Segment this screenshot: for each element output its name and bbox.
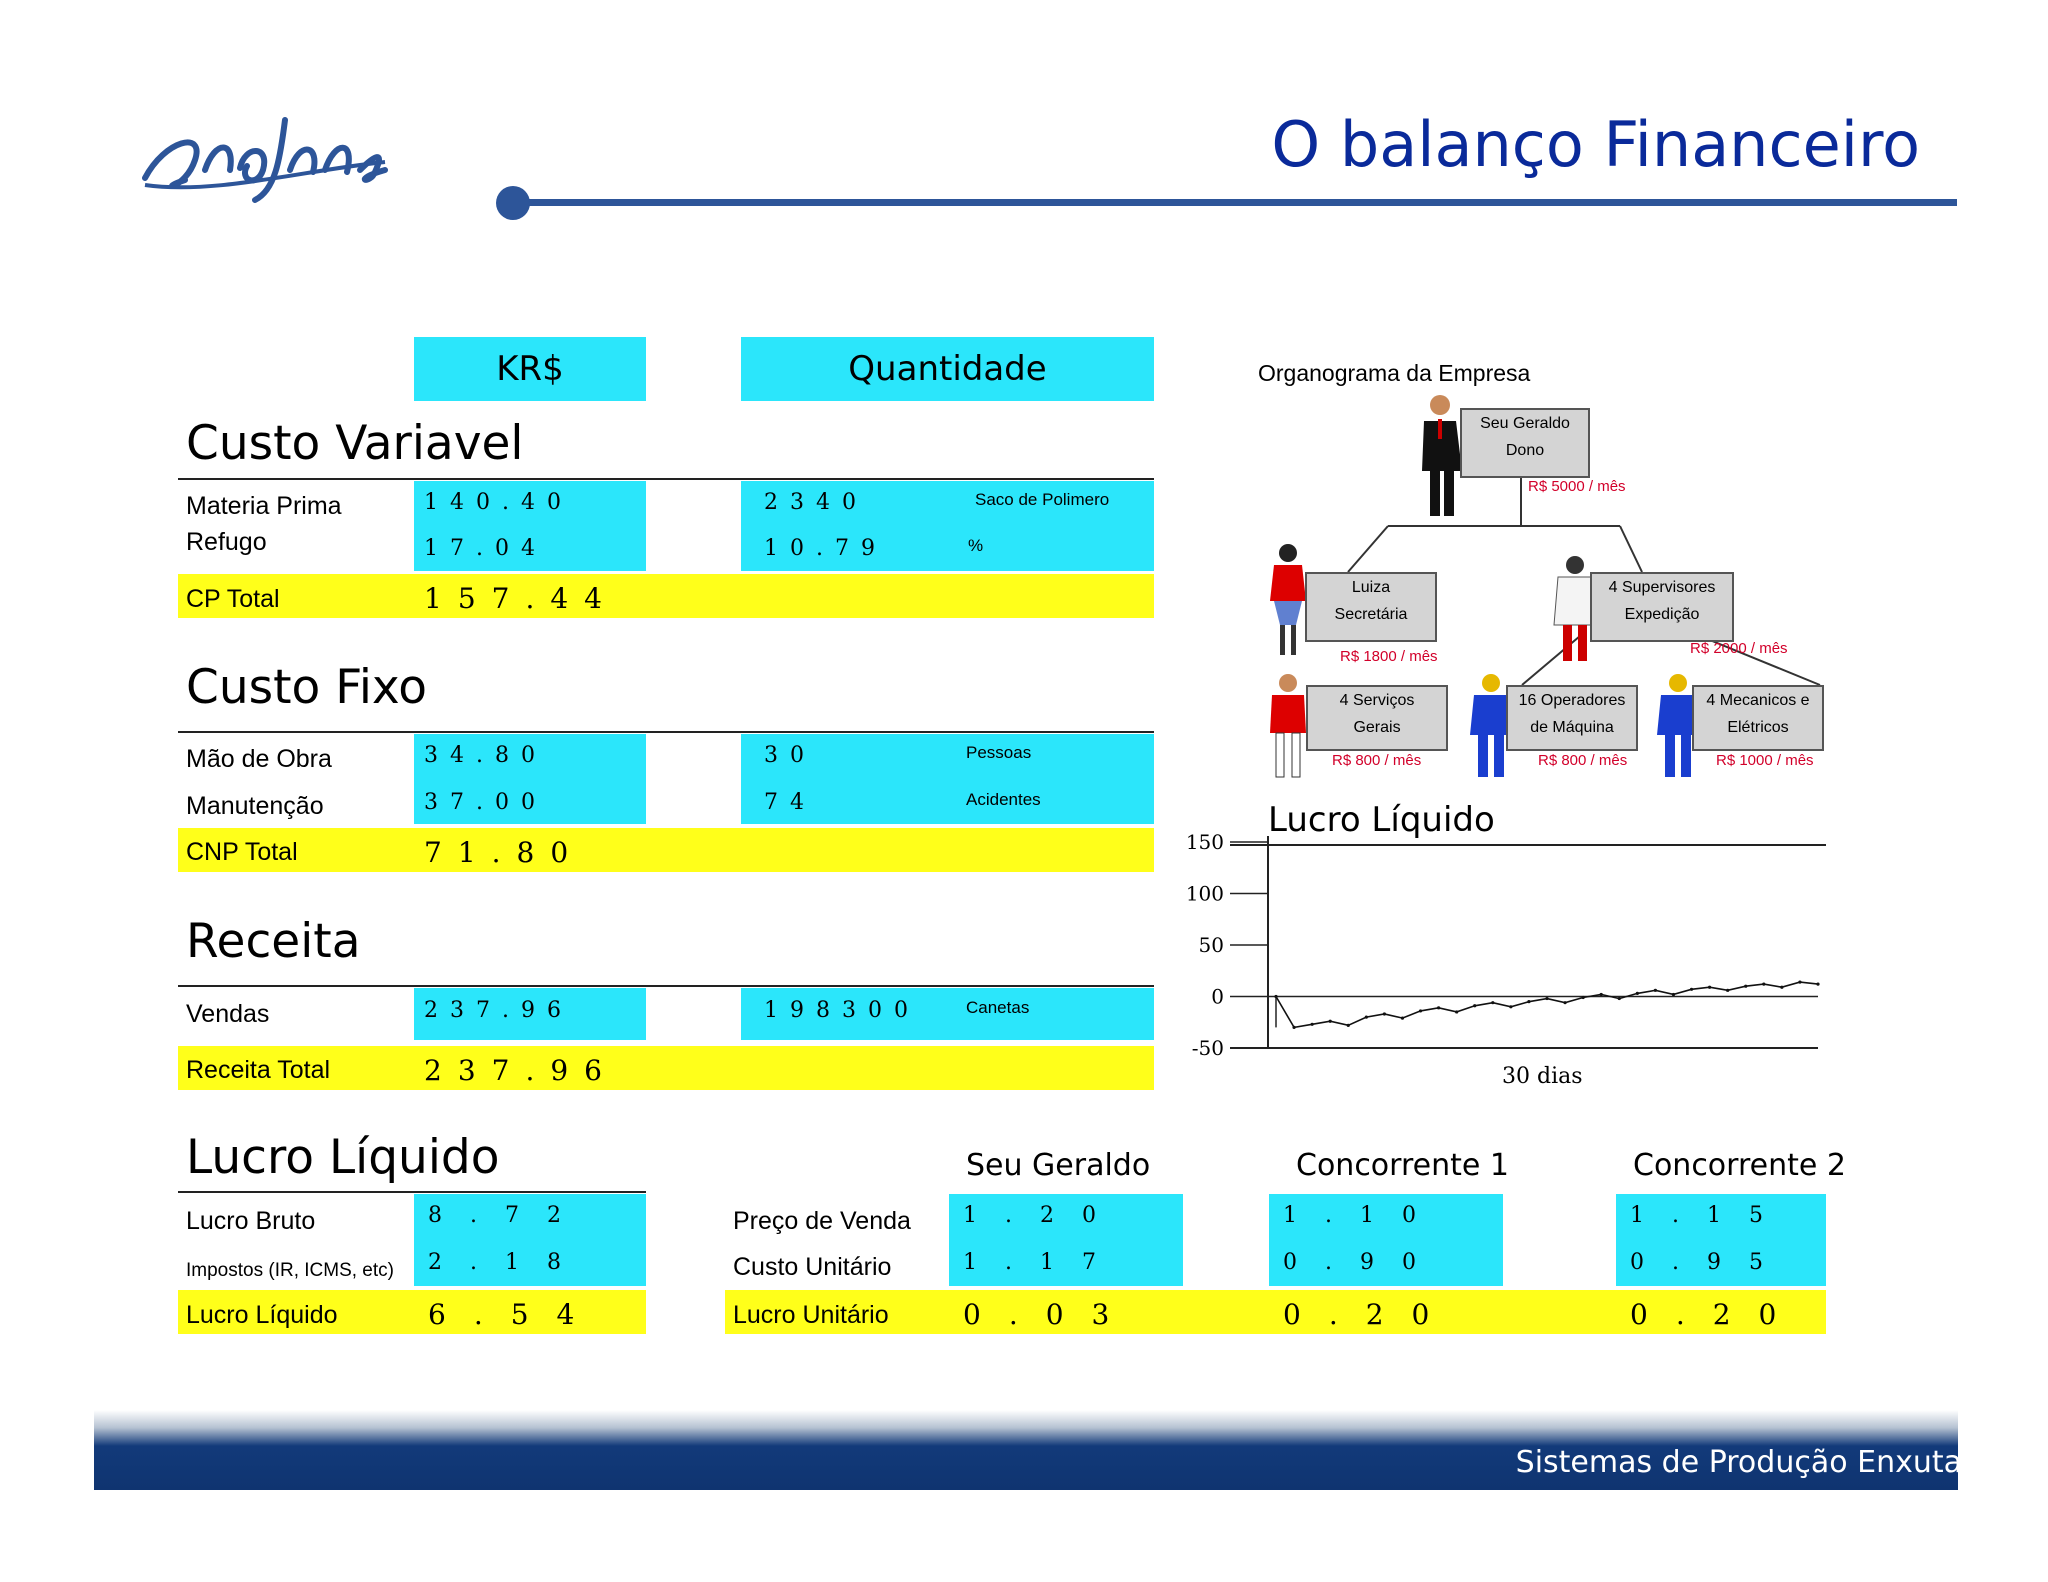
qty-manutencao: 74 bbox=[764, 790, 816, 815]
section-divider bbox=[178, 478, 1154, 480]
section-heading-custo-fixo: Custo Fixo bbox=[186, 660, 428, 715]
column-header-quantidade: Quantidade bbox=[741, 337, 1154, 401]
data-point bbox=[1690, 988, 1693, 991]
title-rule bbox=[515, 199, 1957, 206]
unit-mao-de-obra: Pessoas bbox=[966, 743, 1032, 762]
total-value-receita: 237.96 bbox=[424, 1054, 618, 1087]
total-value-lucro: 6.54 bbox=[428, 1298, 603, 1331]
unit-vendas: Canetas bbox=[966, 998, 1030, 1017]
preco-venda-concorrente-2: 1.15 bbox=[1630, 1203, 1791, 1228]
qty-materia-prima: 2340 bbox=[764, 490, 868, 515]
qty-refugo: 10.79 bbox=[764, 536, 887, 561]
y-tick-label: -50 bbox=[1191, 1036, 1224, 1060]
org-chart-title: Organograma da Empresa bbox=[1258, 360, 1531, 386]
data-point bbox=[1347, 1024, 1350, 1027]
row-label-preco-venda: Preço de Venda bbox=[733, 1207, 911, 1235]
lucro-unitario-concorrente-1: 0.20 bbox=[1283, 1298, 1458, 1331]
column-header-krs: KR$ bbox=[414, 337, 646, 401]
unit-materia-prima: Saco de Polimero bbox=[975, 490, 1110, 509]
preco-venda-seu-geraldo: 1.20 bbox=[963, 1203, 1124, 1228]
data-point bbox=[1437, 1006, 1440, 1009]
value-mao-de-obra: 34.80 bbox=[424, 743, 547, 768]
total-row-cnp bbox=[178, 828, 1154, 872]
salary-secretary: R$ 1800 / mês bbox=[1340, 648, 1438, 665]
data-point bbox=[1365, 1016, 1368, 1019]
y-tick-label: 100 bbox=[1185, 881, 1224, 906]
row-label-lucro-bruto: Lucro Bruto bbox=[186, 1207, 316, 1235]
value-vendas: 237.96 bbox=[424, 998, 573, 1023]
org-box-operators: 16 Operadores de Máquina bbox=[1506, 685, 1638, 751]
section-heading-custo-variavel: Custo Variavel bbox=[186, 416, 524, 471]
data-point bbox=[1491, 1001, 1494, 1004]
org-box-owner: Seu Geraldo Dono bbox=[1460, 408, 1590, 478]
total-row-cp bbox=[178, 574, 1154, 618]
data-point bbox=[1455, 1010, 1458, 1013]
data-point bbox=[1545, 997, 1548, 1000]
row-label-refugo: Refugo bbox=[186, 528, 267, 556]
value-lucro-bruto: 8.72 bbox=[428, 1203, 589, 1228]
owner-person-icon bbox=[1414, 393, 1466, 518]
org-connector bbox=[1520, 474, 1522, 526]
data-point bbox=[1726, 989, 1729, 992]
title-rule-dot bbox=[496, 186, 530, 220]
data-point bbox=[1527, 1000, 1530, 1003]
footer-text: Sistemas de Produção Enxuta bbox=[1515, 1445, 1962, 1480]
org-box-secretary: Luiza Secretária bbox=[1305, 572, 1437, 642]
salary-services: R$ 800 / mês bbox=[1332, 752, 1422, 769]
data-point bbox=[1582, 996, 1585, 999]
data-point bbox=[1383, 1012, 1386, 1015]
company-header-seu-geraldo: Seu Geraldo bbox=[966, 1148, 1151, 1183]
value-refugo: 17.04 bbox=[424, 536, 547, 561]
row-label-mao-de-obra: Mão de Obra bbox=[186, 745, 332, 773]
preco-venda-concorrente-1: 1.10 bbox=[1283, 1203, 1444, 1228]
sao-judas-logo bbox=[135, 100, 395, 210]
data-point bbox=[1292, 1026, 1295, 1029]
org-box-supervisors: 4 Supervisores Expedição bbox=[1590, 572, 1734, 642]
data-point bbox=[1780, 986, 1783, 989]
company-header-concorrente-2: Concorrente 2 bbox=[1633, 1148, 1846, 1183]
y-tick-label: 150 bbox=[1185, 830, 1224, 854]
lucro-unitario-concorrente-2: 0.20 bbox=[1630, 1298, 1805, 1331]
data-point bbox=[1618, 997, 1621, 1000]
data-point bbox=[1600, 993, 1603, 996]
data-point bbox=[1311, 1023, 1314, 1026]
y-tick-label: 0 bbox=[1211, 984, 1224, 1009]
data-point bbox=[1509, 1005, 1512, 1008]
data-point bbox=[1274, 995, 1277, 998]
services-person-icon bbox=[1266, 673, 1310, 783]
row-label-custo-unitario: Custo Unitário bbox=[733, 1253, 892, 1281]
company-header-concorrente-1: Concorrente 1 bbox=[1296, 1148, 1509, 1183]
chart-x-label: 30 dias bbox=[1502, 1064, 1583, 1089]
section-divider bbox=[178, 985, 1154, 987]
page-title: O balanço Financeiro bbox=[1271, 108, 1920, 181]
data-point bbox=[1636, 992, 1639, 995]
section-divider bbox=[178, 731, 1154, 733]
qty-vendas: 198300 bbox=[764, 998, 920, 1023]
data-point bbox=[1419, 1009, 1422, 1012]
total-label-cnp: CNP Total bbox=[186, 838, 298, 866]
row-label-vendas: Vendas bbox=[186, 1000, 270, 1028]
row-label-lucro-unitario: Lucro Unitário bbox=[733, 1301, 889, 1329]
qty-mao-de-obra: 30 bbox=[764, 743, 816, 768]
lucro-unitario-seu-geraldo: 0.03 bbox=[963, 1298, 1138, 1331]
data-point bbox=[1816, 983, 1819, 986]
salary-mechanics: R$ 1000 / mês bbox=[1716, 752, 1814, 769]
total-value-cp: 157.44 bbox=[424, 582, 618, 615]
data-point bbox=[1744, 985, 1747, 988]
salary-owner: R$ 5000 / mês bbox=[1528, 478, 1626, 495]
salary-supervisors: R$ 2000 / mês bbox=[1690, 640, 1788, 657]
data-point bbox=[1401, 1017, 1404, 1020]
custo-unitario-concorrente-2: 0.95 bbox=[1630, 1250, 1791, 1275]
data-point bbox=[1798, 980, 1801, 983]
data-point bbox=[1563, 1001, 1566, 1004]
data-point bbox=[1329, 1020, 1332, 1023]
custo-unitario-seu-geraldo: 1.17 bbox=[963, 1250, 1124, 1275]
org-box-mechanics: 4 Mecanicos e Elétricos bbox=[1692, 685, 1824, 751]
data-point bbox=[1473, 1004, 1476, 1007]
lucro-line-chart bbox=[1150, 820, 1836, 1120]
section-divider bbox=[178, 1191, 646, 1193]
row-label-manutencao: Manutenção bbox=[186, 792, 324, 820]
secretary-person-icon bbox=[1266, 543, 1310, 661]
org-box-services: 4 Serviços Gerais bbox=[1306, 685, 1448, 751]
data-point bbox=[1708, 986, 1711, 989]
chart-area bbox=[1150, 820, 1836, 1120]
data-point bbox=[1672, 993, 1675, 996]
custo-unitario-concorrente-1: 0.90 bbox=[1283, 1250, 1444, 1275]
row-label-materia-prima: Materia Prima bbox=[186, 492, 342, 520]
total-label-receita: Receita Total bbox=[186, 1056, 331, 1084]
unit-manutencao: Acidentes bbox=[966, 790, 1041, 809]
total-label-cp: CP Total bbox=[186, 585, 280, 613]
series-line bbox=[1276, 982, 1818, 1027]
unit-refugo: % bbox=[968, 536, 984, 555]
chart-title: Lucro Líquido bbox=[1268, 800, 1495, 840]
value-materia-prima: 140.40 bbox=[424, 490, 573, 515]
value-manutencao: 37.00 bbox=[424, 790, 547, 815]
data-point bbox=[1762, 983, 1765, 986]
total-value-cnp: 71.80 bbox=[424, 836, 585, 869]
total-label-lucro: Lucro Líquido bbox=[186, 1301, 338, 1329]
section-heading-lucro: Lucro Líquido bbox=[186, 1130, 500, 1185]
row-label-impostos: Impostos (IR, ICMS, etc) bbox=[186, 1260, 394, 1281]
section-heading-receita: Receita bbox=[186, 914, 361, 969]
data-point bbox=[1654, 989, 1657, 992]
salary-operators: R$ 800 / mês bbox=[1538, 752, 1628, 769]
y-tick-label: 50 bbox=[1198, 933, 1224, 957]
value-impostos: 2.18 bbox=[428, 1250, 589, 1275]
